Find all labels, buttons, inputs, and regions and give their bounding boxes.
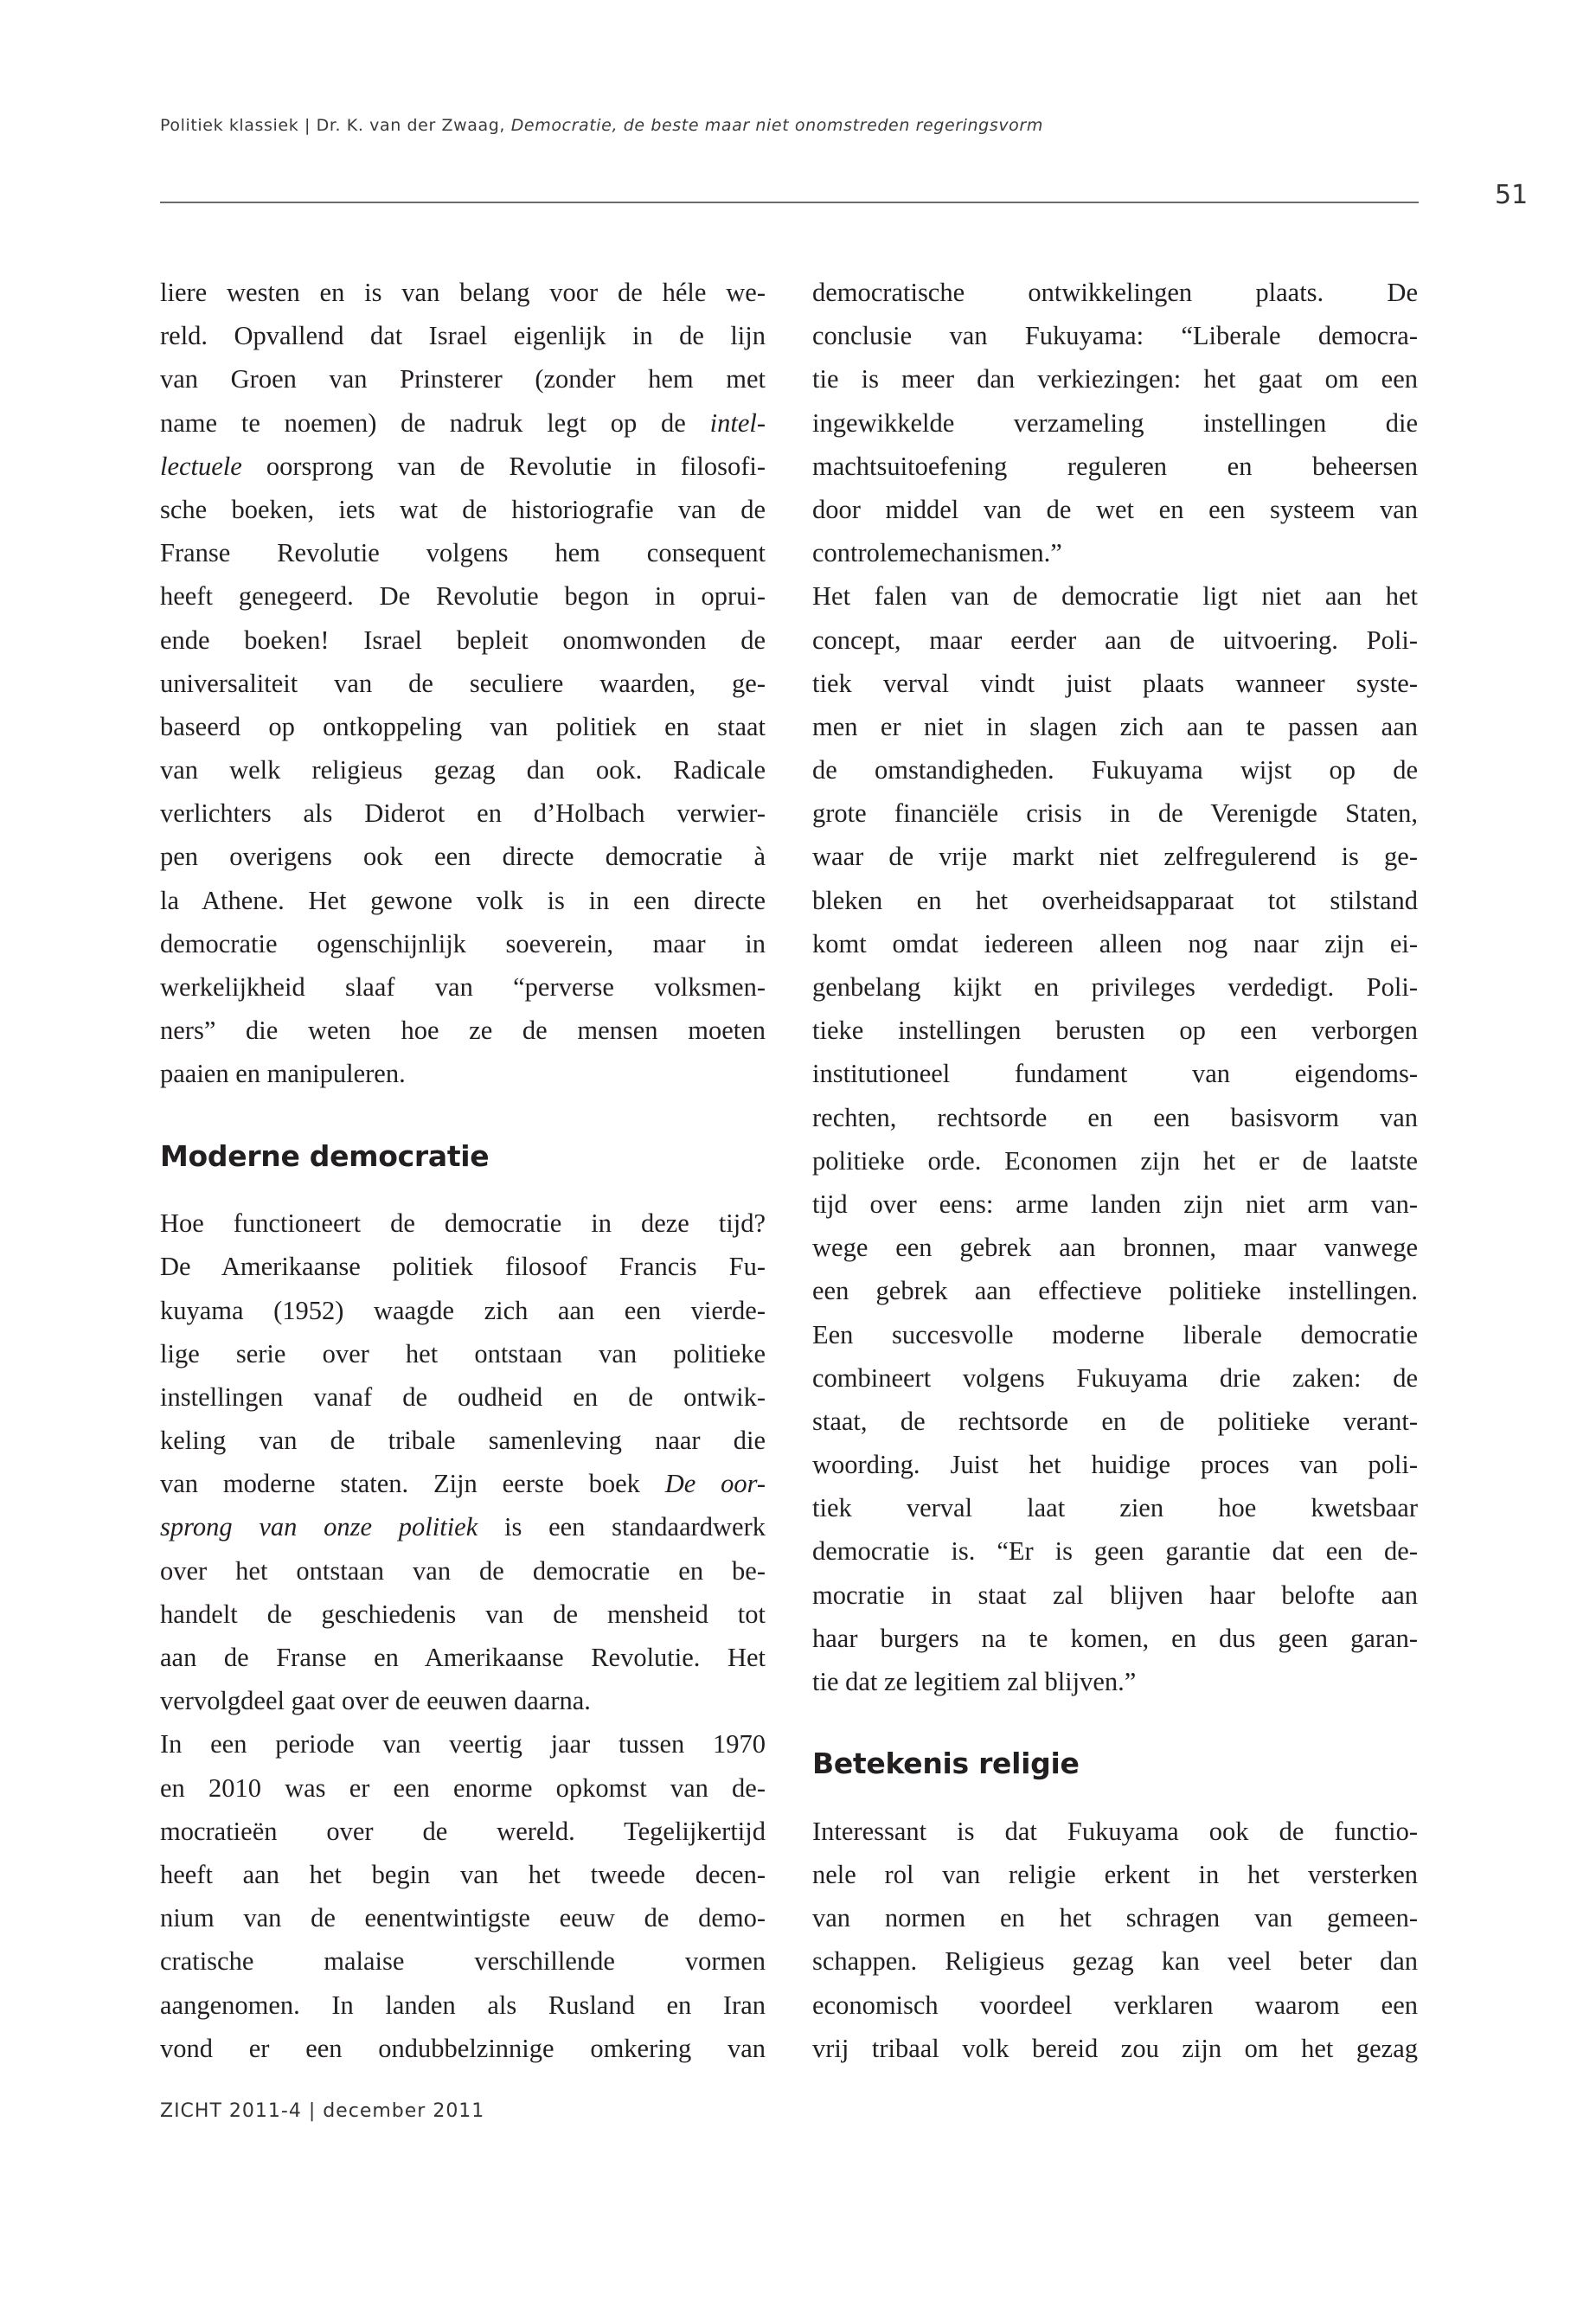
text-line — [812, 619, 1418, 662]
text-line — [812, 1810, 1418, 1853]
text-line — [812, 1356, 1418, 1400]
text-segment: pen overigens ook een directe democratie à — [160, 842, 766, 872]
text-segment: grote financiële crisis in de Verenigde Staten, — [812, 798, 1418, 829]
text-line — [812, 1096, 1418, 1139]
footer-issue: ZICHT 2011-4 | december 2011 — [160, 2100, 485, 2122]
text-segment: nele rol van religie erkent in het versterken — [812, 1859, 1418, 1889]
header-author: Dr. K. van der Zwaag, — [316, 116, 506, 135]
text-segment: la Athene. Het gewone volk is in een directe — [160, 885, 766, 915]
text-segment: nium van de eenentwintigste eeuw de demo- — [160, 1903, 766, 1933]
text-line — [160, 1722, 766, 1766]
text-segment: democratie is. “Er is geen garantie dat een de- — [812, 1536, 1418, 1567]
text-segment: aan de Franse en Amerikaanse Revolutie. Het — [160, 1643, 766, 1672]
text-segment: kuyama (1952) waagde zich aan een vierde- — [160, 1295, 766, 1325]
text-segment: schappen. Religieus gezag kan veel beter dan — [812, 1946, 1418, 1977]
text-line — [160, 1593, 766, 1636]
text-segment: tiek verval vindt juist plaats wanneer syste- — [812, 668, 1418, 698]
text-line — [160, 401, 766, 445]
text-segment: Interessant is dat Fukuyama ook de functio- — [812, 1816, 1418, 1846]
text-segment: keling van de tribale samenleving naar die — [160, 1426, 766, 1456]
text-segment: over het ontstaan van de democratie en be- — [160, 1555, 766, 1586]
text-segment: komt omdat iedereen alleen nog naar zijn ei- — [812, 928, 1418, 958]
text-line — [812, 1269, 1418, 1312]
text-line — [812, 879, 1418, 922]
text-line — [812, 1183, 1418, 1226]
text-line — [160, 1009, 766, 1052]
text-line — [160, 835, 766, 878]
text-segment: tie is meer dan verkiezingen: het gaat om een — [812, 364, 1418, 394]
text-line — [160, 705, 766, 748]
text-line — [160, 1245, 766, 1288]
text-segment: democratische ontwikkelingen plaats. De — [812, 278, 1418, 307]
text-segment: staat, de rechtsorde en de politieke verant- — [812, 1406, 1418, 1436]
text-line — [160, 1375, 766, 1419]
text-segment: bleken en het overheidsapparaat tot stilstand — [812, 885, 1418, 915]
text-segment: De Amerikaanse politiek filosoof Francis Fu- — [160, 1252, 766, 1282]
text-line — [160, 1289, 766, 1332]
text-line — [160, 662, 766, 705]
text-line — [812, 271, 1418, 314]
text-line — [160, 2027, 766, 2070]
text-segment: de omstandigheden. Fukuyama wijst op de — [812, 755, 1418, 785]
text-line — [160, 1679, 766, 1722]
text-segment: lige serie over het ontstaan van politieke — [160, 1338, 766, 1368]
text-segment: tieke instellingen berusten op een verborgen — [812, 1016, 1418, 1046]
text-line — [812, 1660, 1418, 1703]
text-segment: vrij tribaal volk bereid zou zijn om het gezag — [812, 2033, 1418, 2063]
text-segment: wege een gebrek aan bronnen, maar vanwege — [812, 1233, 1418, 1263]
text-segment: instellingen vanaf de oudheid en de ontwik- — [160, 1381, 766, 1412]
text-segment: tiek verval laat zien hoe kwetsbaar — [812, 1493, 1418, 1523]
text-line — [160, 619, 766, 662]
section-heading: Betekenis religie — [812, 1747, 1080, 1781]
text-line — [160, 445, 766, 488]
text-segment: en 2010 was er een enorme opkomst van de- — [160, 1772, 766, 1803]
text-segment: waar de vrije markt niet zelfregulerend is ge- — [812, 842, 1418, 872]
text-line — [812, 574, 1418, 618]
text-line — [812, 1139, 1418, 1183]
left-column — [160, 271, 766, 2070]
text-segment: ende boeken! Israel bepleit onomwonden de — [160, 625, 766, 655]
text-segment: tijd over eens: arme landen zijn niet arm van- — [812, 1189, 1418, 1219]
text-line — [812, 1226, 1418, 1269]
text-line — [160, 1810, 766, 1853]
text-segment: universaliteit van de seculiere waarden, ge- — [160, 668, 766, 698]
text-segment: Het falen van de democratie ligt niet aan het — [812, 581, 1418, 612]
text-segment: is een standaardwerk — [478, 1512, 766, 1542]
text-segment: machtsuitoefening reguleren en beheersen — [812, 451, 1418, 481]
text-segment: tie dat ze legitiem zal blijven.” — [812, 1667, 1137, 1696]
text-segment: handelt de geschiedenis van de mensheid tot — [160, 1599, 766, 1629]
text-line — [812, 2027, 1418, 2070]
text-line — [160, 1332, 766, 1375]
text-segment: institutioneel fundament van eigendoms- — [812, 1059, 1418, 1089]
text-line — [160, 792, 766, 835]
text-segment: sche boeken, iets wat de historiografie van de — [160, 494, 766, 524]
text-segment: aangenomen. In landen als Rusland en Iran — [160, 1990, 766, 2020]
text-line — [812, 401, 1418, 445]
text-segment: een gebrek aan effectieve politieke instellingen. — [812, 1276, 1418, 1306]
text-line — [160, 574, 766, 618]
text-line — [812, 705, 1418, 748]
text-line — [160, 357, 766, 401]
text-segment: men er niet in slagen zich aan te passen aan — [812, 711, 1418, 741]
text-line — [160, 1419, 766, 1462]
text-line — [812, 835, 1418, 878]
text-segment: mocratieën over de wereld. Tegelijkertijd — [160, 1816, 766, 1846]
text-line — [160, 488, 766, 531]
text-line — [160, 271, 766, 314]
text-segment: paaien en manipuleren. — [160, 1059, 406, 1089]
text-line — [812, 662, 1418, 705]
text-line — [160, 1549, 766, 1593]
italic-text: lectuele — [160, 451, 242, 481]
text-segment: mocratie in staat zal blijven haar belofte aan — [812, 1580, 1418, 1610]
text-segment: democratie ogenschijnlijk soeverein, maar in — [160, 928, 766, 958]
text-line — [812, 1984, 1418, 2027]
text-line — [812, 1896, 1418, 1939]
text-line — [160, 748, 766, 792]
text-segment: cratische malaise verschillende vormen — [160, 1946, 766, 1977]
text-line — [812, 1052, 1418, 1095]
text-segment: genbelang kijkt en privileges verdedigt. Poli- — [812, 972, 1418, 1002]
text-segment: controlemechanismen.” — [812, 538, 1062, 568]
text-segment: In een periode van veertig jaar tussen 1970 — [160, 1729, 766, 1759]
italic-text: intel- — [709, 407, 766, 438]
text-segment: verlichters als Diderot en d’Holbach verwier- — [160, 798, 766, 829]
text-line — [812, 922, 1418, 965]
running-header — [160, 116, 1043, 135]
text-line — [812, 1486, 1418, 1529]
text-segment: van normen en het schragen van gemeen- — [812, 1903, 1418, 1933]
text-line — [160, 1636, 766, 1679]
text-line — [812, 1853, 1418, 1896]
text-line — [812, 1939, 1418, 1983]
right-column — [812, 271, 1418, 2070]
text-segment: haar burgers na te komen, en dus geen garan- — [812, 1623, 1418, 1653]
text-segment: Franse Revolutie volgens hem consequent — [160, 538, 766, 568]
text-line — [812, 1574, 1418, 1617]
text-line — [812, 445, 1418, 488]
text-line — [160, 1939, 766, 1983]
text-line — [812, 531, 1418, 574]
text-line — [160, 1896, 766, 1939]
text-segment: reld. Opvallend dat Israel eigenlijk in de lijn — [160, 321, 766, 351]
text-segment: baseerd op ontkoppeling van politiek en staat — [160, 711, 766, 741]
text-line — [812, 792, 1418, 835]
header-section: Politiek klassiek — [160, 116, 299, 135]
text-line — [812, 1313, 1418, 1356]
text-line — [160, 879, 766, 922]
text-segment: van welk religieus gezag dan ook. Radicale — [160, 755, 766, 785]
text-segment: name te noemen) de nadruk legt op de — [160, 407, 710, 438]
text-segment: ners” die weten hoe ze de mensen moeten — [160, 1016, 766, 1046]
text-line — [812, 1400, 1418, 1443]
text-segment: van moderne staten. Zijn eerste boek — [160, 1469, 665, 1499]
text-segment: liere westen en is van belang voor de héle we- — [160, 278, 766, 307]
text-segment: vond er een ondubbelzinnige omkering van — [160, 2033, 766, 2063]
text-segment: oorsprong van de Revolutie in filosofi- — [241, 451, 766, 481]
italic-text: sprong van onze politiek — [160, 1512, 478, 1542]
text-line — [160, 965, 766, 1009]
header-separator: | — [304, 116, 311, 135]
text-segment: concept, maar eerder aan de uitvoering. Poli- — [812, 625, 1418, 655]
text-segment: Een succesvolle moderne liberale democratie — [812, 1319, 1418, 1349]
text-segment: politieke orde. Economen zijn het er de laatste — [812, 1145, 1418, 1176]
text-line — [160, 1853, 766, 1896]
text-line — [160, 922, 766, 965]
text-segment: ingewikkelde verzameling instellingen die — [812, 407, 1418, 438]
text-line — [812, 965, 1418, 1009]
text-line — [812, 488, 1418, 531]
text-segment: vervolgdeel gaat over de eeuwen daarna. — [160, 1686, 591, 1716]
italic-text: De oor- — [664, 1469, 766, 1499]
text-segment: Hoe functioneert de democratie in deze tijd? — [160, 1208, 766, 1239]
text-line — [812, 357, 1418, 401]
text-line — [160, 1505, 766, 1548]
page-number: 51 — [1495, 180, 1529, 210]
text-segment: werkelijkheid slaaf van “perverse volksmen- — [160, 972, 766, 1002]
text-line — [812, 1009, 1418, 1052]
text-line — [160, 1052, 766, 1095]
text-segment: heeft aan het begin van het tweede decen- — [160, 1859, 766, 1889]
text-line — [160, 1462, 766, 1505]
text-line — [812, 1443, 1418, 1486]
header-article-title: Democratie, de beste maar niet onomstreden regeringsvorm — [510, 116, 1043, 135]
text-line — [812, 748, 1418, 792]
text-segment: door middel van de wet en een systeem van — [812, 494, 1418, 524]
text-line — [160, 1766, 766, 1810]
header-rule — [160, 202, 1419, 203]
text-line — [812, 314, 1418, 357]
text-segment: economisch voordeel verklaren waarom een — [812, 1990, 1418, 2020]
text-segment: van Groen van Prinsterer (zonder hem met — [160, 364, 766, 394]
text-line — [812, 1529, 1418, 1573]
text-line — [160, 531, 766, 574]
text-line — [160, 1984, 766, 2027]
text-line — [812, 1617, 1418, 1660]
text-segment: conclusie van Fukuyama: “Liberale democra- — [812, 321, 1418, 351]
text-segment: heeft genegeerd. De Revolutie begon in oprui- — [160, 581, 766, 612]
text-segment: woording. Juist het huidige proces van poli- — [812, 1450, 1418, 1480]
text-segment: rechten, rechtsorde en een basisvorm van — [812, 1102, 1418, 1132]
text-line — [160, 1202, 766, 1245]
text-line — [160, 314, 766, 357]
text-segment: combineert volgens Fukuyama drie zaken: de — [812, 1362, 1418, 1393]
section-heading: Moderne democratie — [160, 1138, 490, 1173]
